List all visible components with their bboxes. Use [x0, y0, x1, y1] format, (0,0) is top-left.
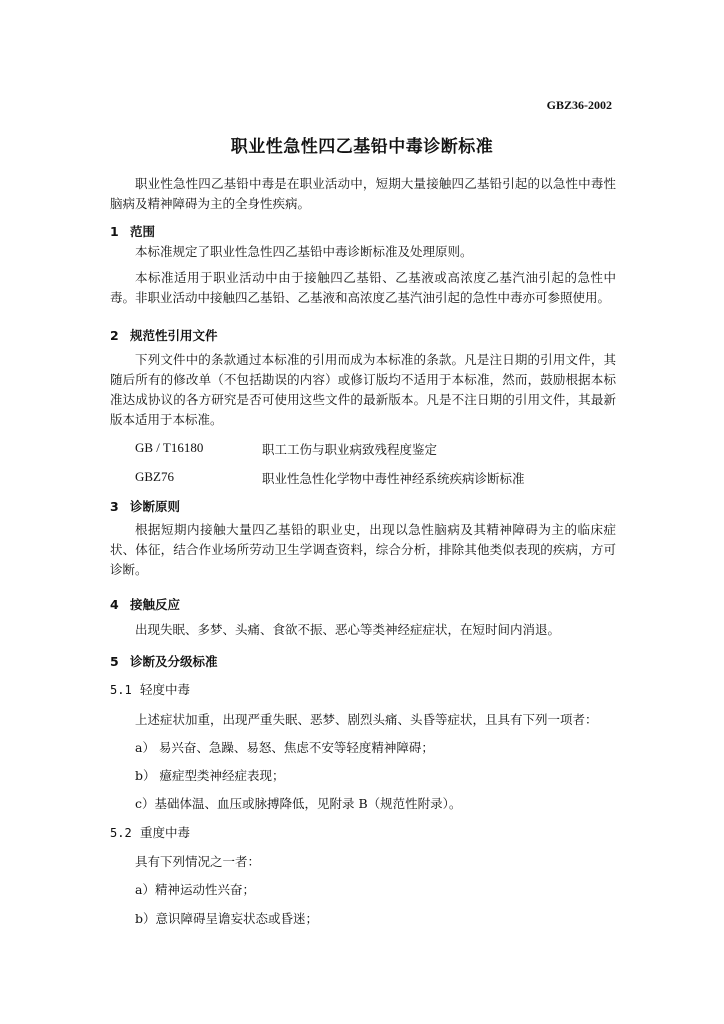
section-4-heading	[110, 595, 180, 613]
section-title: 范围	[130, 224, 156, 239]
section-2-heading	[110, 326, 218, 344]
section-title: 诊断原则	[130, 499, 181, 514]
section-title: 诊断及分级标准	[130, 654, 218, 669]
reference-title: 职业性急性化学物中毒性神经系统疾病诊断标准	[262, 471, 525, 486]
section-3-heading	[110, 497, 180, 515]
subsection-5-1-lead: 上述症状加重，出现严重失眠、恶梦、剧烈头痛、头昏等症状，且具有下列一项者：	[135, 712, 598, 727]
subsection-5-2-lead: 具有下列情况之一者：	[135, 854, 261, 869]
section-number: 5	[110, 654, 119, 669]
section-3-paragraph-1: 根据短期内接触大量四乙基铅的职业史，出现以急性脑病及其精神障碍为主的临床症状、体征，结合作业场所劳动卫生学调查资料，综合分析，排除其他类似表现的疾病，方可诊断。	[110, 522, 616, 577]
section-1-paragraph-2: 本标准适用于职业活动中由于接触四乙基铅、乙基液或高浓度乙基汽油引起的急性中毒。非职业活动中接触四乙基铅、乙基液和高浓度乙基汽油引起的急性中毒亦可参照使用。	[110, 270, 616, 305]
section-title: 接触反应	[130, 597, 181, 612]
reference-title: 职工工伤与职业病致残程度鉴定	[262, 442, 438, 457]
reference-code: GBZ76	[135, 469, 174, 484]
intro-paragraph: 职业性急性四乙基铅中毒是在职业活动中，短期大量接触四乙基铅引起的以急性中毒性脑病及精神障碍为主的全身性疾病。	[110, 176, 616, 211]
section-title: 规范性引用文件	[130, 328, 218, 343]
section-5-heading	[110, 652, 218, 670]
subsection-5-1-heading	[110, 680, 190, 698]
section-number: 2	[110, 328, 119, 343]
list-item: c）基础体温、血压或脉搏降低，见附录 B（规范性附录）。	[135, 796, 462, 811]
section-1-heading	[110, 222, 155, 240]
list-item: a） 易兴奋、急躁、易怒、焦虑不安等轻度精神障碍；	[135, 740, 434, 755]
list-item: a）精神运动性兴奋；	[135, 882, 255, 897]
section-2-paragraph-1: 下列文件中的条款通过本标准的引用而成为本标准的条款。凡是注日期的引用文件，其随后所有的修改单（不包括勘误的内容）或修订版均不适用于本标准，然而，鼓励根据本标准达成协议的各方研究是否可使用这些文件的最新版本。凡是不注日期的引用文件，其最新版本适用于本标准。	[110, 352, 616, 427]
subsection-title: 轻度中毒	[140, 682, 191, 697]
subsection-title: 重度中毒	[140, 825, 191, 840]
standard-code: GBZ36-2002	[546, 98, 612, 112]
list-item: b） 癔症型类神经症表现；	[135, 768, 285, 783]
section-number: 3	[110, 499, 119, 514]
document-title: 职业性急性四乙基铅中毒诊断标准	[230, 137, 494, 157]
section-number: 4	[110, 597, 119, 612]
reference-code: GB / T16180	[135, 440, 204, 455]
section-1-paragraph-1: 本标准规定了职业性急性四乙基铅中毒诊断标准及处理原则。	[135, 244, 473, 259]
section-number: 1	[110, 224, 119, 239]
subsection-5-2-heading	[110, 823, 190, 841]
section-4-paragraph-1: 出现失眠、多梦、头痛、食欲不振、恶心等类神经症症状，在短时间内消退。	[135, 622, 561, 637]
subsection-number: 5.2	[110, 826, 132, 840]
list-item: b）意识障碍呈谵妄状态或昏迷；	[135, 911, 319, 926]
subsection-number: 5.1	[110, 683, 132, 697]
